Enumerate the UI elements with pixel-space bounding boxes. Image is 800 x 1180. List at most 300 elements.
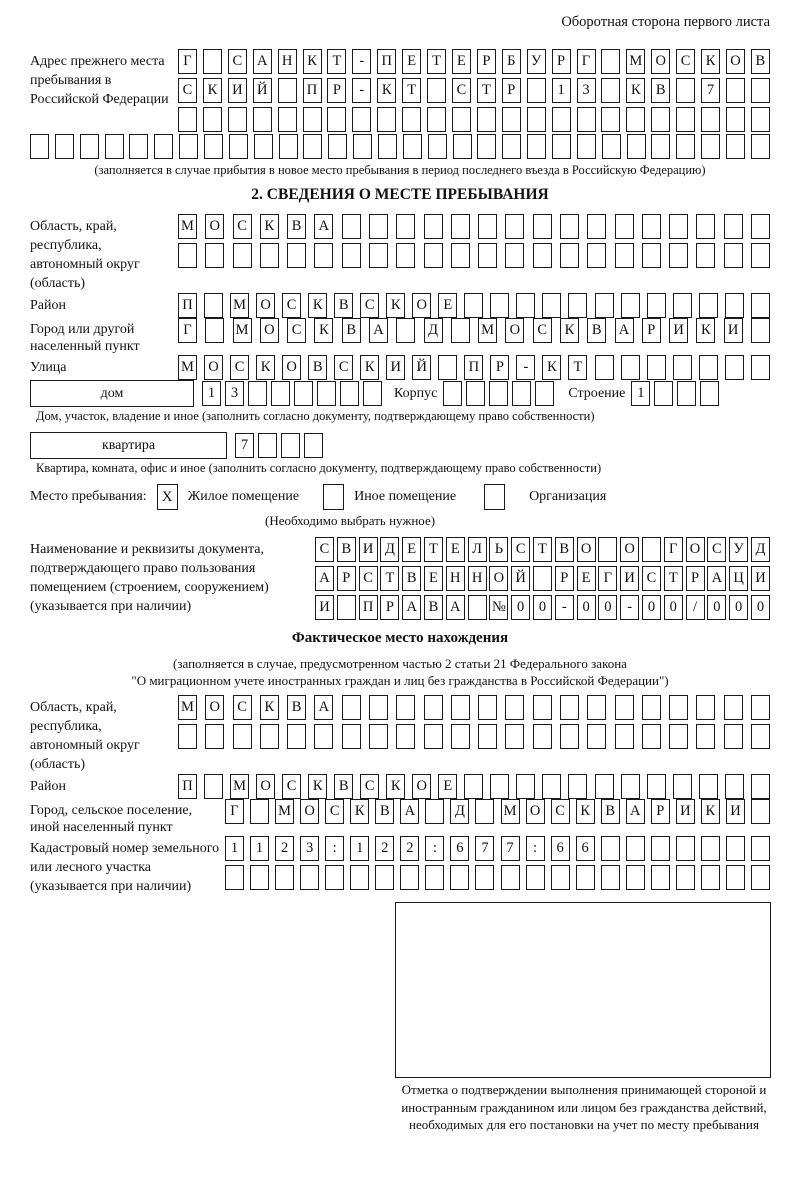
char-cell — [427, 107, 446, 132]
char-cell: А — [315, 566, 334, 591]
char-cell: Е — [438, 293, 457, 318]
char-cell: : — [526, 836, 545, 861]
char-cell — [363, 381, 382, 406]
char-cell — [30, 134, 49, 159]
char-cell: Й — [412, 355, 431, 380]
char-cell — [443, 381, 462, 406]
char-cell — [577, 134, 596, 159]
char-cell: Е — [438, 774, 457, 799]
prev-address-label: Адрес прежнего места пребывания в Российской Федерации — [30, 54, 169, 107]
char-cell — [396, 724, 415, 749]
char-cell — [726, 107, 745, 132]
char-cell — [527, 78, 546, 103]
char-cell — [751, 107, 770, 132]
char-cell — [615, 214, 634, 239]
char-cell — [601, 836, 620, 861]
char-cell: Д — [380, 537, 399, 562]
char-cell — [478, 695, 497, 720]
char-cell — [726, 78, 745, 103]
char-cell — [576, 865, 595, 890]
char-cell: 0 — [598, 595, 617, 620]
char-cell: В — [587, 318, 606, 343]
char-cell — [699, 293, 718, 318]
char-cell: М — [178, 355, 197, 380]
char-cell: А — [253, 49, 272, 74]
char-cell: К — [360, 355, 379, 380]
char-cell — [314, 243, 333, 268]
char-cell — [327, 107, 346, 132]
char-cell — [726, 865, 745, 890]
char-cell — [751, 836, 770, 861]
char-cell: О — [260, 318, 279, 343]
char-cell — [505, 243, 524, 268]
char-cell: К — [560, 318, 579, 343]
char-cell — [595, 293, 614, 318]
char-cell: П — [377, 49, 396, 74]
char-cell: О — [726, 49, 745, 74]
prev-address-row-2 — [178, 78, 770, 103]
char-cell: Е — [577, 566, 596, 591]
char-cell — [699, 355, 718, 380]
char-cell: 2 — [400, 836, 419, 861]
char-cell — [228, 107, 247, 132]
house-note: Дом, участок, владение и иное (заполнить согласно документу, подтверждающему право собственности) — [36, 409, 595, 423]
char-cell: С — [676, 49, 695, 74]
char-cell: Е — [446, 537, 465, 562]
char-cell: И — [751, 566, 770, 591]
char-cell: - — [620, 595, 639, 620]
char-cell — [751, 799, 770, 824]
char-cell: : — [325, 836, 344, 861]
char-cell — [205, 243, 224, 268]
street-block — [30, 355, 770, 380]
char-cell — [396, 243, 415, 268]
char-cell — [464, 293, 483, 318]
char-cell: В — [308, 355, 327, 380]
char-cell — [425, 799, 444, 824]
actual-city-label: Город, сельское поселение, иной населенный пункт — [30, 803, 193, 835]
char-cell — [651, 134, 670, 159]
char-cell — [651, 107, 670, 132]
char-cell — [502, 107, 521, 132]
char-cell — [676, 107, 695, 132]
char-cell — [621, 293, 640, 318]
char-cell — [178, 243, 197, 268]
cadastral-row-1 — [225, 836, 770, 861]
char-cell — [560, 243, 579, 268]
document-block — [30, 537, 770, 620]
char-cell — [250, 799, 269, 824]
char-cell — [601, 49, 620, 74]
char-cell: О — [505, 318, 524, 343]
char-cell: С — [287, 318, 306, 343]
char-cell: 0 — [533, 595, 552, 620]
option-other-premises-label: Иное помещение — [354, 489, 457, 504]
char-cell — [533, 566, 552, 591]
char-cell — [699, 774, 718, 799]
char-cell: Е — [424, 566, 443, 591]
char-cell — [105, 134, 124, 159]
char-cell: Г — [178, 318, 197, 343]
char-cell: И — [726, 799, 745, 824]
char-cell: С — [359, 566, 378, 591]
char-cell — [700, 381, 719, 406]
char-cell — [595, 355, 614, 380]
char-cell — [501, 865, 520, 890]
char-cell: К — [626, 78, 645, 103]
char-cell — [701, 107, 720, 132]
char-cell — [425, 865, 444, 890]
char-cell: Р — [502, 78, 521, 103]
char-cell: О — [489, 566, 508, 591]
char-cell — [615, 243, 634, 268]
char-cell: А — [626, 799, 645, 824]
prev-address-note: (заполняется в случае прибытия в новое место пребывания в период последнего въезда в Российскую Федерацию) — [94, 163, 706, 177]
char-cell: : — [425, 836, 444, 861]
char-cell: С — [360, 293, 379, 318]
city-block — [30, 318, 770, 355]
char-cell: 1 — [225, 836, 244, 861]
char-cell: О — [256, 293, 275, 318]
char-cell — [542, 293, 561, 318]
checkbox-organization[interactable] — [484, 484, 505, 510]
char-cell — [676, 865, 695, 890]
char-cell: 6 — [450, 836, 469, 861]
char-cell — [478, 724, 497, 749]
char-cell: П — [178, 293, 197, 318]
char-cell: Н — [278, 49, 297, 74]
char-cell — [647, 293, 666, 318]
char-cell: С — [642, 566, 661, 591]
char-cell — [647, 774, 666, 799]
char-cell — [595, 774, 614, 799]
char-cell — [229, 134, 248, 159]
char-cell: П — [464, 355, 483, 380]
char-cell — [505, 724, 524, 749]
char-cell: Г — [577, 49, 596, 74]
cadastral-row-2 — [225, 865, 770, 890]
char-cell — [304, 433, 323, 458]
char-cell: 0 — [577, 595, 596, 620]
actual-region-row-2 — [178, 724, 770, 749]
char-cell — [451, 695, 470, 720]
char-cell: К — [701, 49, 720, 74]
char-cell: К — [542, 355, 561, 380]
char-cell: Р — [552, 49, 571, 74]
char-cell — [464, 774, 483, 799]
char-cell — [533, 724, 552, 749]
char-cell: И — [676, 799, 695, 824]
char-cell: О — [412, 774, 431, 799]
char-cell — [701, 836, 720, 861]
char-cell: В — [375, 799, 394, 824]
char-cell: С — [282, 293, 301, 318]
char-cell: С — [533, 318, 552, 343]
char-cell — [751, 134, 770, 159]
char-cell — [577, 107, 596, 132]
char-cell — [601, 78, 620, 103]
char-cell: Р — [686, 566, 705, 591]
char-cell — [751, 243, 770, 268]
char-cell: О — [686, 537, 705, 562]
char-cell: Р — [490, 355, 509, 380]
char-cell — [560, 695, 579, 720]
char-cell: И — [228, 78, 247, 103]
char-cell — [204, 774, 223, 799]
char-cell — [369, 695, 388, 720]
char-cell — [278, 107, 297, 132]
actual-region-block — [30, 695, 770, 774]
char-cell — [260, 724, 279, 749]
char-cell — [642, 243, 661, 268]
char-cell: 0 — [729, 595, 748, 620]
char-cell: В — [651, 78, 670, 103]
char-cell: О — [577, 537, 596, 562]
district-label: Район — [30, 298, 66, 313]
char-cell — [369, 724, 388, 749]
char-cell: К — [203, 78, 222, 103]
char-cell: В — [402, 566, 421, 591]
char-cell: О — [205, 695, 224, 720]
char-cell — [726, 836, 745, 861]
char-cell — [350, 865, 369, 890]
char-cell — [527, 134, 546, 159]
char-cell: С — [282, 774, 301, 799]
char-cell — [696, 214, 715, 239]
char-cell — [294, 381, 313, 406]
section2-title: 2. СВЕДЕНИЯ О МЕСТЕ ПРЕБЫВАНИЯ — [251, 186, 549, 203]
char-cell — [438, 355, 457, 380]
char-cell: Ц — [729, 566, 748, 591]
char-cell — [287, 724, 306, 749]
char-cell: Т — [568, 355, 587, 380]
char-cell — [396, 214, 415, 239]
char-cell — [278, 78, 297, 103]
char-cell: М — [230, 293, 249, 318]
char-cell — [598, 537, 617, 562]
char-cell — [452, 107, 471, 132]
char-cell: 0 — [751, 595, 770, 620]
checkbox-other-premises[interactable] — [323, 484, 344, 510]
char-cell: Л — [468, 537, 487, 562]
prev-address-row-4 — [30, 134, 770, 159]
char-cell — [279, 134, 298, 159]
char-cell — [552, 134, 571, 159]
char-cell — [751, 865, 770, 890]
char-cell: С — [315, 537, 334, 562]
char-cell — [203, 107, 222, 132]
char-cell: М — [478, 318, 497, 343]
char-cell: Р — [477, 49, 496, 74]
char-cell: 2 — [275, 836, 294, 861]
char-cell: О — [412, 293, 431, 318]
document-row-2 — [315, 566, 770, 591]
char-cell: Г — [225, 799, 244, 824]
char-cell: М — [501, 799, 520, 824]
char-cell: С — [452, 78, 471, 103]
char-cell — [602, 134, 621, 159]
char-cell: Р — [651, 799, 670, 824]
char-cell: Г — [664, 537, 683, 562]
char-cell — [477, 107, 496, 132]
char-cell: А — [369, 318, 388, 343]
char-cell — [300, 865, 319, 890]
char-cell — [178, 724, 197, 749]
char-cell — [551, 865, 570, 890]
char-cell: О — [526, 799, 545, 824]
stay-type-block — [30, 484, 770, 510]
char-cell — [725, 355, 744, 380]
char-cell: М — [178, 214, 197, 239]
char-cell — [475, 799, 494, 824]
district-block — [30, 293, 770, 318]
actual-region-row-1 — [178, 695, 770, 720]
char-cell: Т — [477, 78, 496, 103]
char-cell — [526, 865, 545, 890]
char-cell — [512, 381, 531, 406]
house-block — [30, 380, 770, 407]
char-cell — [725, 774, 744, 799]
char-cell — [621, 355, 640, 380]
prev-address-row-3 — [178, 107, 770, 132]
char-cell — [450, 865, 469, 890]
char-cell — [642, 724, 661, 749]
street-label: Улица — [30, 360, 67, 375]
char-cell — [129, 134, 148, 159]
char-cell — [542, 774, 561, 799]
char-cell: К — [256, 355, 275, 380]
char-cell: 0 — [707, 595, 726, 620]
char-cell — [475, 865, 494, 890]
char-cell — [490, 293, 509, 318]
actual-district-label: Район — [30, 779, 66, 794]
char-cell: М — [626, 49, 645, 74]
char-cell — [453, 134, 472, 159]
char-cell: С — [325, 799, 344, 824]
stroenie-label: Строение — [568, 385, 626, 401]
char-cell: Т — [327, 49, 346, 74]
char-cell — [233, 243, 252, 268]
char-cell: Г — [598, 566, 617, 591]
char-cell — [468, 595, 487, 620]
char-cell: 7 — [701, 78, 720, 103]
char-cell: 1 — [350, 836, 369, 861]
char-cell — [369, 214, 388, 239]
region-row-2 — [178, 243, 770, 268]
actual-location-note-1: (заполняется в случае, предусмотренном частью 2 статьи 21 Федерального закона — [173, 656, 627, 671]
char-cell — [490, 774, 509, 799]
stay-type-note: (Необходимо выбрать нужное) — [265, 513, 436, 528]
char-cell: Б — [502, 49, 521, 74]
char-cell: С — [230, 355, 249, 380]
char-cell — [424, 695, 443, 720]
char-cell: К — [303, 49, 322, 74]
char-cell — [340, 381, 359, 406]
char-cell: И — [315, 595, 334, 620]
char-cell — [533, 243, 552, 268]
char-cell: М — [275, 799, 294, 824]
char-cell — [601, 865, 620, 890]
char-cell — [396, 695, 415, 720]
region-block — [30, 214, 770, 293]
char-cell: Е — [402, 49, 421, 74]
char-cell — [626, 865, 645, 890]
char-cell — [400, 865, 419, 890]
char-cell: № — [489, 595, 508, 620]
document-row-1 — [315, 537, 770, 562]
char-cell — [533, 695, 552, 720]
house-cells — [202, 381, 382, 406]
char-cell — [477, 134, 496, 159]
char-cell — [751, 78, 770, 103]
char-cell — [287, 243, 306, 268]
char-cell: С — [511, 537, 530, 562]
char-cell — [724, 724, 743, 749]
char-cell: Д — [751, 537, 770, 562]
char-cell: Т — [424, 537, 443, 562]
char-cell — [626, 107, 645, 132]
cadastral-label: Кадастровый номер земельного или лесного участка (указывается при наличии) — [30, 841, 220, 894]
char-cell: - — [352, 78, 371, 103]
char-cell — [651, 865, 670, 890]
char-cell: О — [651, 49, 670, 74]
char-cell: Й — [253, 78, 272, 103]
stamp-area — [395, 902, 771, 1078]
prev-address-block — [30, 49, 770, 132]
char-cell: И — [386, 355, 405, 380]
char-cell — [673, 774, 692, 799]
char-cell: 2 — [375, 836, 394, 861]
char-cell — [369, 243, 388, 268]
char-cell — [203, 49, 222, 74]
actual-city-row — [225, 799, 770, 824]
char-cell — [615, 724, 634, 749]
char-cell: О — [620, 537, 639, 562]
char-cell — [342, 214, 361, 239]
char-cell — [328, 134, 347, 159]
char-cell: О — [256, 774, 275, 799]
char-cell: К — [701, 799, 720, 824]
char-cell: 0 — [511, 595, 530, 620]
char-cell: В — [287, 214, 306, 239]
char-cell: - — [352, 49, 371, 74]
char-cell — [751, 774, 770, 799]
checkbox-residential[interactable]: X — [157, 484, 178, 510]
char-cell: А — [314, 695, 333, 720]
char-cell: А — [402, 595, 421, 620]
char-cell — [205, 724, 224, 749]
char-cell: Р — [327, 78, 346, 103]
char-cell: К — [350, 799, 369, 824]
char-cell — [587, 214, 606, 239]
char-cell — [642, 214, 661, 239]
char-cell — [275, 865, 294, 890]
district-row — [178, 293, 770, 318]
char-cell — [568, 774, 587, 799]
char-cell — [527, 107, 546, 132]
char-cell — [342, 724, 361, 749]
char-cell — [505, 214, 524, 239]
char-cell — [428, 134, 447, 159]
char-cell — [271, 381, 290, 406]
char-cell: Е — [452, 49, 471, 74]
char-cell — [751, 293, 770, 318]
char-cell — [676, 836, 695, 861]
char-cell: В — [601, 799, 620, 824]
char-cell — [673, 293, 692, 318]
char-cell: Д — [424, 318, 443, 343]
actual-city-block — [30, 799, 770, 836]
